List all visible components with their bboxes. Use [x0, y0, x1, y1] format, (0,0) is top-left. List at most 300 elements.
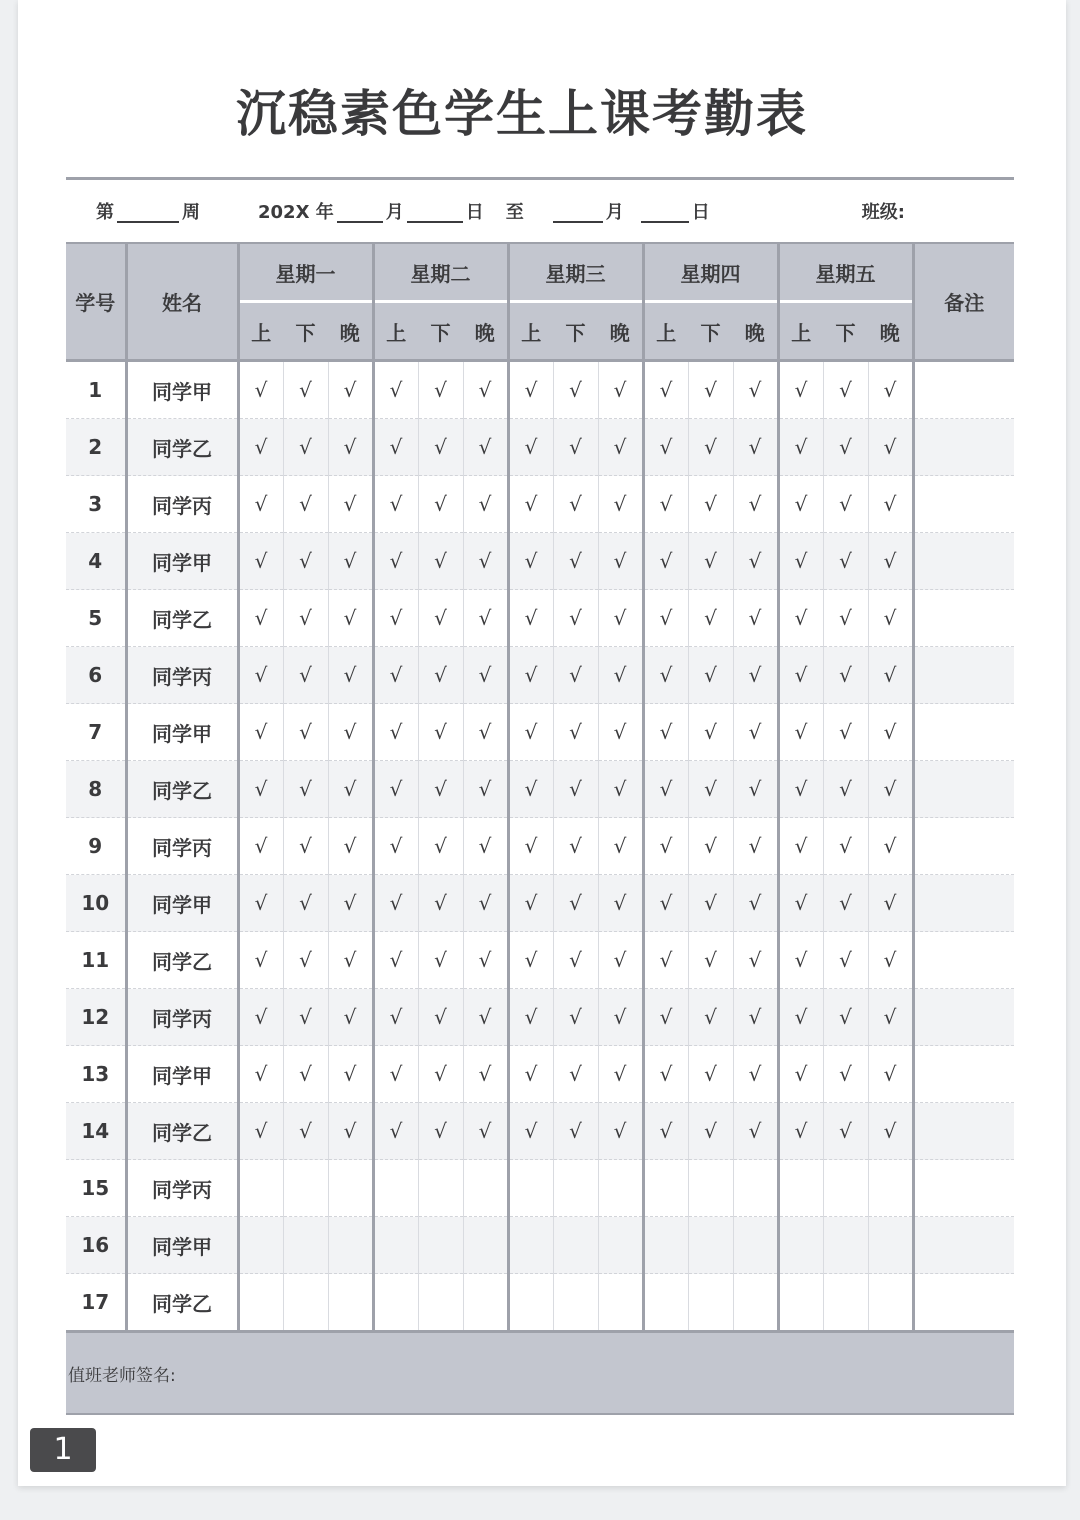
attendance-cell[interactable]: [688, 1217, 733, 1274]
attendance-cell[interactable]: √: [418, 761, 463, 818]
to-label: 至: [505, 202, 524, 223]
info-cell: [66, 179, 1014, 244]
attendance-cell[interactable]: √: [733, 1103, 778, 1160]
header-id: 学号: [66, 243, 126, 361]
attendance-cell[interactable]: √: [553, 1103, 598, 1160]
attendance-cell[interactable]: √: [418, 647, 463, 704]
attendance-cell[interactable]: √: [463, 361, 508, 419]
attendance-cell[interactable]: √: [373, 704, 418, 761]
attendance-cell[interactable]: √: [418, 989, 463, 1046]
attendance-cell[interactable]: √: [643, 1103, 688, 1160]
attendance-cell[interactable]: √: [598, 932, 643, 989]
attendance-cell[interactable]: √: [283, 932, 328, 989]
attendance-cell[interactable]: √: [418, 704, 463, 761]
attendance-cell[interactable]: [238, 1217, 283, 1274]
attendance-cell[interactable]: [868, 1160, 913, 1217]
attendance-cell[interactable]: [733, 1160, 778, 1217]
remark-cell[interactable]: [913, 761, 1014, 818]
attendance-cell[interactable]: √: [463, 1103, 508, 1160]
attendance-cell[interactable]: √: [778, 875, 823, 932]
attendance-cell[interactable]: √: [688, 761, 733, 818]
attendance-cell[interactable]: √: [463, 818, 508, 875]
attendance-cell[interactable]: [688, 1160, 733, 1217]
attendance-cell[interactable]: √: [508, 989, 553, 1046]
attendance-cell[interactable]: [283, 1217, 328, 1274]
attendance-cell[interactable]: √: [688, 875, 733, 932]
attendance-cell[interactable]: √: [283, 818, 328, 875]
student-id: 2: [66, 419, 126, 476]
attendance-cell[interactable]: √: [643, 1046, 688, 1103]
attendance-cell[interactable]: √: [823, 647, 868, 704]
attendance-cell[interactable]: √: [373, 419, 418, 476]
attendance-cell[interactable]: √: [778, 533, 823, 590]
remark-cell[interactable]: [913, 1217, 1014, 1274]
attendance-cell[interactable]: [778, 1217, 823, 1274]
remark-cell[interactable]: [913, 932, 1014, 989]
remark-cell[interactable]: [913, 1046, 1014, 1103]
attendance-cell[interactable]: √: [733, 761, 778, 818]
attendance-cell[interactable]: √: [868, 361, 913, 419]
attendance-cell[interactable]: √: [733, 533, 778, 590]
attendance-cell[interactable]: √: [733, 419, 778, 476]
attendance-cell[interactable]: √: [823, 875, 868, 932]
attendance-cell[interactable]: [643, 1274, 688, 1332]
attendance-cell[interactable]: √: [643, 875, 688, 932]
attendance-cell[interactable]: √: [508, 704, 553, 761]
attendance-cell[interactable]: √: [238, 1103, 283, 1160]
attendance-cell[interactable]: √: [598, 875, 643, 932]
attendance-cell[interactable]: √: [238, 476, 283, 533]
attendance-cell[interactable]: √: [688, 590, 733, 647]
attendance-cell[interactable]: √: [778, 361, 823, 419]
attendance-cell[interactable]: √: [283, 533, 328, 590]
attendance-cell[interactable]: √: [643, 932, 688, 989]
attendance-cell[interactable]: √: [733, 476, 778, 533]
attendance-cell[interactable]: √: [643, 647, 688, 704]
attendance-cell[interactable]: √: [598, 361, 643, 419]
attendance-cell[interactable]: √: [643, 704, 688, 761]
attendance-cell[interactable]: [823, 1160, 868, 1217]
attendance-cell[interactable]: √: [463, 476, 508, 533]
attendance-cell[interactable]: √: [598, 704, 643, 761]
attendance-cell[interactable]: √: [328, 1046, 373, 1103]
remark-cell[interactable]: [913, 818, 1014, 875]
attendance-cell[interactable]: √: [553, 704, 598, 761]
attendance-cell[interactable]: √: [733, 361, 778, 419]
attendance-cell[interactable]: [688, 1274, 733, 1332]
student-id: 15: [66, 1160, 126, 1217]
table-row: [66, 875, 1014, 932]
attendance-cell[interactable]: √: [778, 590, 823, 647]
attendance-cell[interactable]: √: [778, 704, 823, 761]
attendance-cell[interactable]: √: [418, 361, 463, 419]
attendance-cell[interactable]: [328, 1217, 373, 1274]
attendance-cell[interactable]: √: [553, 989, 598, 1046]
attendance-cell[interactable]: √: [553, 761, 598, 818]
attendance-cell[interactable]: √: [598, 647, 643, 704]
attendance-cell[interactable]: [373, 1160, 418, 1217]
attendance-cell[interactable]: √: [328, 361, 373, 419]
attendance-cell[interactable]: √: [598, 818, 643, 875]
attendance-cell[interactable]: √: [283, 476, 328, 533]
header-day-wed: 星期三: [508, 243, 643, 302]
remark-cell[interactable]: [913, 1160, 1014, 1217]
attendance-cell[interactable]: [418, 1217, 463, 1274]
attendance-cell[interactable]: √: [688, 361, 733, 419]
attendance-cell[interactable]: √: [508, 932, 553, 989]
attendance-cell[interactable]: √: [823, 932, 868, 989]
remark-cell[interactable]: [913, 989, 1014, 1046]
attendance-cell[interactable]: √: [733, 875, 778, 932]
student-name: 同学乙: [126, 932, 238, 989]
attendance-cell[interactable]: [598, 1160, 643, 1217]
attendance-cell[interactable]: √: [553, 647, 598, 704]
attendance-cell[interactable]: [418, 1160, 463, 1217]
attendance-cell[interactable]: √: [373, 818, 418, 875]
attendance-cell[interactable]: √: [553, 361, 598, 419]
attendance-cell[interactable]: √: [463, 533, 508, 590]
attendance-cell[interactable]: √: [238, 875, 283, 932]
attendance-cell[interactable]: √: [823, 761, 868, 818]
attendance-cell[interactable]: √: [463, 761, 508, 818]
attendance-cell[interactable]: √: [733, 932, 778, 989]
student-name: 同学甲: [126, 533, 238, 590]
attendance-cell[interactable]: √: [868, 476, 913, 533]
attendance-cell[interactable]: [283, 1274, 328, 1332]
attendance-cell[interactable]: [553, 1160, 598, 1217]
attendance-cell[interactable]: √: [508, 590, 553, 647]
attendance-cell[interactable]: [418, 1274, 463, 1332]
attendance-cell[interactable]: √: [418, 932, 463, 989]
attendance-cell[interactable]: √: [238, 419, 283, 476]
attendance-cell[interactable]: √: [868, 533, 913, 590]
attendance-cell[interactable]: √: [868, 989, 913, 1046]
attendance-cell[interactable]: √: [238, 647, 283, 704]
attendance-cell[interactable]: √: [823, 818, 868, 875]
attendance-cell[interactable]: √: [283, 1103, 328, 1160]
attendance-cell[interactable]: √: [688, 533, 733, 590]
attendance-cell[interactable]: √: [328, 590, 373, 647]
attendance-cell[interactable]: √: [688, 647, 733, 704]
remark-cell[interactable]: [913, 1274, 1014, 1332]
attendance-cell[interactable]: √: [688, 1103, 733, 1160]
attendance-cell[interactable]: √: [418, 476, 463, 533]
attendance-cell[interactable]: √: [373, 590, 418, 647]
attendance-cell[interactable]: √: [778, 476, 823, 533]
attendance-cell[interactable]: √: [508, 761, 553, 818]
attendance-cell[interactable]: √: [868, 1046, 913, 1103]
attendance-cell[interactable]: √: [328, 647, 373, 704]
page-title: 沉稳素色学生上课考勤表: [236, 85, 808, 143]
attendance-cell[interactable]: √: [373, 761, 418, 818]
attendance-cell[interactable]: √: [463, 932, 508, 989]
student-name: 同学乙: [126, 1103, 238, 1160]
attendance-cell[interactable]: [463, 1274, 508, 1332]
attendance-cell[interactable]: √: [823, 476, 868, 533]
attendance-cell[interactable]: √: [553, 590, 598, 647]
table-row: [66, 704, 1014, 761]
attendance-cell[interactable]: [868, 1217, 913, 1274]
table-row: [66, 361, 1014, 419]
attendance-cell[interactable]: √: [463, 875, 508, 932]
attendance-cell[interactable]: √: [598, 590, 643, 647]
attendance-cell[interactable]: √: [868, 1103, 913, 1160]
attendance-cell[interactable]: √: [868, 875, 913, 932]
student-name: 同学乙: [126, 1274, 238, 1332]
attendance-cell[interactable]: √: [463, 590, 508, 647]
attendance-cell[interactable]: [598, 1274, 643, 1332]
attendance-cell[interactable]: √: [688, 1046, 733, 1103]
attendance-cell[interactable]: [553, 1274, 598, 1332]
attendance-cell[interactable]: √: [553, 533, 598, 590]
attendance-cell[interactable]: √: [823, 989, 868, 1046]
attendance-cell[interactable]: √: [463, 647, 508, 704]
attendance-cell[interactable]: [823, 1217, 868, 1274]
table-row: [66, 419, 1014, 476]
attendance-cell[interactable]: √: [508, 1046, 553, 1103]
attendance-cell[interactable]: √: [283, 590, 328, 647]
attendance-cell[interactable]: √: [733, 704, 778, 761]
attendance-cell[interactable]: √: [778, 932, 823, 989]
attendance-cell[interactable]: √: [238, 533, 283, 590]
attendance-cell[interactable]: √: [373, 932, 418, 989]
attendance-cell[interactable]: √: [508, 361, 553, 419]
student-name: 同学乙: [126, 419, 238, 476]
remark-cell[interactable]: [913, 590, 1014, 647]
attendance-cell[interactable]: √: [778, 818, 823, 875]
attendance-cell[interactable]: √: [508, 647, 553, 704]
attendance-cell[interactable]: [238, 1160, 283, 1217]
student-name: 同学甲: [126, 1046, 238, 1103]
attendance-cell[interactable]: [733, 1274, 778, 1332]
attendance-cell[interactable]: √: [778, 419, 823, 476]
attendance-cell[interactable]: √: [598, 419, 643, 476]
attendance-cell[interactable]: √: [598, 1103, 643, 1160]
attendance-cell[interactable]: √: [733, 647, 778, 704]
attendance-cell[interactable]: √: [373, 875, 418, 932]
attendance-cell[interactable]: √: [463, 989, 508, 1046]
attendance-cell[interactable]: √: [328, 704, 373, 761]
attendance-cell[interactable]: √: [778, 1103, 823, 1160]
attendance-cell[interactable]: √: [373, 533, 418, 590]
attendance-cell[interactable]: √: [553, 1046, 598, 1103]
attendance-cell[interactable]: √: [868, 932, 913, 989]
attendance-cell[interactable]: √: [238, 932, 283, 989]
attendance-cell[interactable]: √: [283, 419, 328, 476]
attendance-cell[interactable]: √: [373, 1046, 418, 1103]
remark-cell[interactable]: [913, 704, 1014, 761]
attendance-cell[interactable]: √: [373, 476, 418, 533]
attendance-cell[interactable]: √: [643, 989, 688, 1046]
attendance-cell[interactable]: √: [598, 533, 643, 590]
attendance-cell[interactable]: √: [238, 590, 283, 647]
attendance-cell[interactable]: [373, 1217, 418, 1274]
attendance-cell[interactable]: √: [463, 1046, 508, 1103]
attendance-cell[interactable]: √: [598, 1046, 643, 1103]
header-session: 晚: [868, 302, 913, 361]
student-id: 3: [66, 476, 126, 533]
attendance-cell[interactable]: √: [868, 704, 913, 761]
attendance-cell[interactable]: √: [823, 1046, 868, 1103]
attendance-cell[interactable]: √: [688, 476, 733, 533]
attendance-cell[interactable]: √: [283, 361, 328, 419]
attendance-cell[interactable]: √: [733, 1046, 778, 1103]
attendance-cell[interactable]: [778, 1160, 823, 1217]
attendance-cell[interactable]: √: [688, 818, 733, 875]
attendance-cell[interactable]: [508, 1217, 553, 1274]
remark-cell[interactable]: [913, 361, 1014, 419]
attendance-cell[interactable]: √: [868, 647, 913, 704]
attendance-cell[interactable]: √: [418, 875, 463, 932]
remark-cell[interactable]: [913, 1103, 1014, 1160]
attendance-cell[interactable]: [238, 1274, 283, 1332]
attendance-cell[interactable]: √: [823, 533, 868, 590]
student-name: 同学乙: [126, 761, 238, 818]
attendance-cell[interactable]: √: [508, 1103, 553, 1160]
attendance-cell[interactable]: √: [868, 761, 913, 818]
attendance-cell[interactable]: √: [508, 533, 553, 590]
attendance-cell[interactable]: [328, 1160, 373, 1217]
attendance-cell[interactable]: √: [598, 989, 643, 1046]
attendance-cell[interactable]: √: [283, 989, 328, 1046]
attendance-cell[interactable]: √: [508, 419, 553, 476]
attendance-cell[interactable]: [643, 1217, 688, 1274]
attendance-cell[interactable]: √: [778, 1046, 823, 1103]
remark-cell[interactable]: [913, 647, 1014, 704]
attendance-cell[interactable]: √: [418, 419, 463, 476]
attendance-cell[interactable]: √: [733, 818, 778, 875]
attendance-cell[interactable]: [463, 1217, 508, 1274]
attendance-cell[interactable]: √: [643, 818, 688, 875]
attendance-cell[interactable]: √: [823, 590, 868, 647]
attendance-cell[interactable]: √: [778, 761, 823, 818]
attendance-cell[interactable]: √: [328, 875, 373, 932]
attendance-cell[interactable]: √: [643, 590, 688, 647]
attendance-cell[interactable]: √: [238, 989, 283, 1046]
attendance-cell[interactable]: √: [328, 419, 373, 476]
attendance-cell[interactable]: [823, 1274, 868, 1332]
attendance-cell[interactable]: √: [733, 590, 778, 647]
attendance-cell[interactable]: [553, 1217, 598, 1274]
attendance-cell[interactable]: √: [328, 533, 373, 590]
attendance-cell[interactable]: √: [373, 361, 418, 419]
attendance-cell[interactable]: √: [553, 419, 598, 476]
attendance-cell[interactable]: [463, 1160, 508, 1217]
attendance-cell[interactable]: [778, 1274, 823, 1332]
attendance-cell[interactable]: √: [688, 932, 733, 989]
header-day-thu: 星期四: [643, 243, 778, 302]
attendance-cell[interactable]: √: [238, 361, 283, 419]
table-row: [66, 1217, 1014, 1274]
attendance-cell[interactable]: √: [238, 818, 283, 875]
student-id: 5: [66, 590, 126, 647]
attendance-cell[interactable]: √: [373, 1103, 418, 1160]
attendance-cell[interactable]: √: [418, 818, 463, 875]
attendance-cell[interactable]: [598, 1217, 643, 1274]
attendance-cell[interactable]: √: [283, 704, 328, 761]
attendance-cell[interactable]: √: [553, 476, 598, 533]
attendance-cell[interactable]: √: [238, 704, 283, 761]
attendance-cell[interactable]: √: [643, 761, 688, 818]
attendance-cell[interactable]: √: [418, 1046, 463, 1103]
attendance-cell[interactable]: √: [283, 761, 328, 818]
attendance-cell[interactable]: √: [688, 989, 733, 1046]
attendance-cell[interactable]: √: [238, 1046, 283, 1103]
attendance-cell[interactable]: [643, 1160, 688, 1217]
remark-cell[interactable]: [913, 533, 1014, 590]
remark-cell[interactable]: [913, 476, 1014, 533]
attendance-cell[interactable]: √: [733, 989, 778, 1046]
attendance-cell[interactable]: √: [328, 476, 373, 533]
attendance-cell[interactable]: √: [328, 1103, 373, 1160]
attendance-cell[interactable]: √: [238, 761, 283, 818]
attendance-cell[interactable]: √: [418, 1103, 463, 1160]
attendance-cell[interactable]: √: [643, 533, 688, 590]
attendance-cell[interactable]: √: [283, 647, 328, 704]
attendance-cell[interactable]: √: [868, 590, 913, 647]
attendance-cell[interactable]: [508, 1160, 553, 1217]
attendance-cell[interactable]: √: [508, 875, 553, 932]
attendance-cell[interactable]: √: [643, 419, 688, 476]
attendance-cell[interactable]: √: [553, 932, 598, 989]
attendance-cell[interactable]: √: [373, 647, 418, 704]
remark-cell[interactable]: [913, 875, 1014, 932]
attendance-cell[interactable]: √: [418, 590, 463, 647]
attendance-cell[interactable]: √: [823, 361, 868, 419]
attendance-cell[interactable]: √: [328, 932, 373, 989]
attendance-cell[interactable]: √: [823, 419, 868, 476]
attendance-cell[interactable]: √: [643, 361, 688, 419]
attendance-cell[interactable]: √: [823, 1103, 868, 1160]
attendance-cell[interactable]: √: [463, 704, 508, 761]
month1-label: 月: [385, 202, 404, 223]
attendance-cell[interactable]: [868, 1274, 913, 1332]
week-blank: [117, 199, 179, 223]
attendance-cell[interactable]: √: [373, 989, 418, 1046]
student-id: 6: [66, 647, 126, 704]
attendance-cell[interactable]: [373, 1274, 418, 1332]
attendance-cell[interactable]: [328, 1274, 373, 1332]
attendance-cell[interactable]: [733, 1217, 778, 1274]
attendance-cell[interactable]: √: [508, 818, 553, 875]
attendance-cell[interactable]: √: [688, 704, 733, 761]
attendance-cell[interactable]: √: [778, 647, 823, 704]
attendance-cell[interactable]: √: [688, 419, 733, 476]
attendance-cell[interactable]: √: [328, 989, 373, 1046]
attendance-cell[interactable]: √: [553, 875, 598, 932]
attendance-cell[interactable]: √: [643, 476, 688, 533]
attendance-cell[interactable]: √: [868, 419, 913, 476]
attendance-cell[interactable]: √: [778, 989, 823, 1046]
attendance-cell[interactable]: √: [418, 533, 463, 590]
attendance-cell[interactable]: √: [283, 1046, 328, 1103]
attendance-cell[interactable]: √: [598, 476, 643, 533]
attendance-cell[interactable]: √: [328, 761, 373, 818]
attendance-cell[interactable]: √: [823, 704, 868, 761]
attendance-cell[interactable]: √: [328, 818, 373, 875]
attendance-cell[interactable]: √: [868, 818, 913, 875]
remark-cell[interactable]: [913, 419, 1014, 476]
attendance-cell[interactable]: √: [508, 476, 553, 533]
attendance-cell[interactable]: √: [553, 818, 598, 875]
table-row: [66, 1160, 1014, 1217]
attendance-cell[interactable]: √: [463, 419, 508, 476]
student-name: 同学甲: [126, 361, 238, 419]
attendance-cell[interactable]: √: [598, 761, 643, 818]
attendance-cell[interactable]: [508, 1274, 553, 1332]
attendance-cell[interactable]: √: [283, 875, 328, 932]
attendance-cell[interactable]: [283, 1160, 328, 1217]
